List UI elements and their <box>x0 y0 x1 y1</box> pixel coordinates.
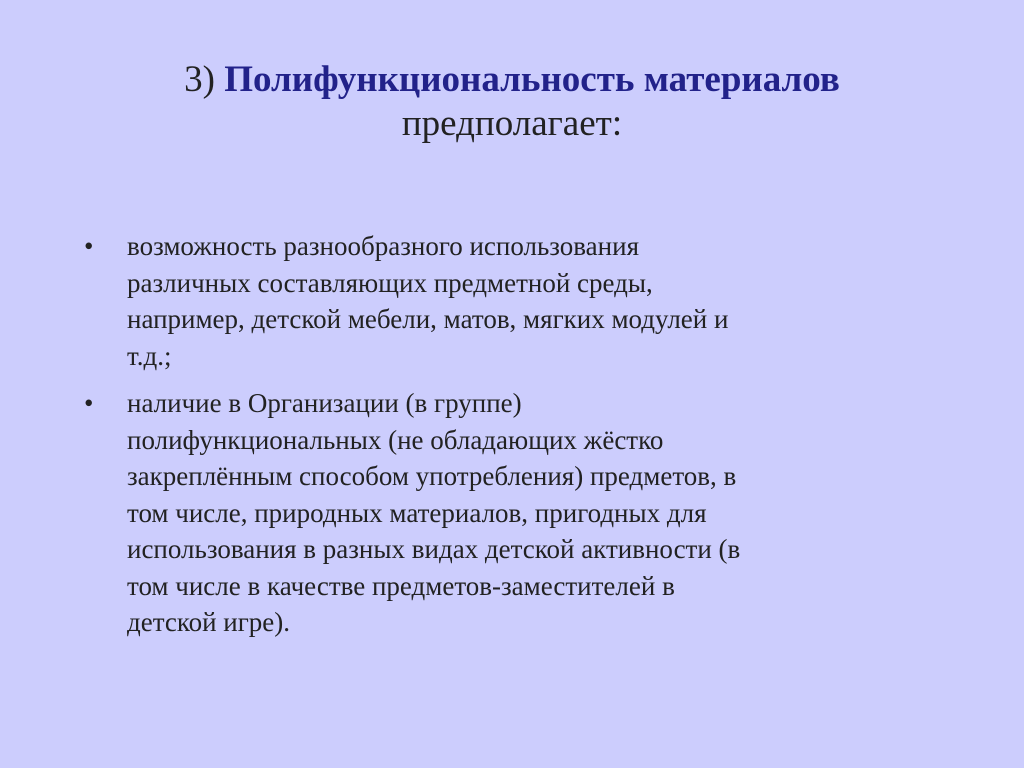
bullet-marker: • <box>84 388 94 418</box>
bullet-list <box>84 228 924 652</box>
bullet-text: возможность разнообразного использования различных составляющих предметной среды, например, детской мебели, матов, мягких модулей и т.д.; <box>127 231 729 371</box>
slide-title <box>60 58 964 146</box>
title-emphasis: Полифункциональность материалов <box>224 59 840 100</box>
list-item <box>84 385 924 641</box>
title-number: 3) <box>184 59 225 100</box>
bullet-text: наличие в Организации (в группе) полифункциональных (не обладающих жёстко закреплённым способом употребления) предметов, в том числе, природных материалов, пригодных для использования в разных видах детской активности (в том числе в качестве предметов-заместителей в детской игре). <box>127 388 741 637</box>
bullet-marker: • <box>84 231 94 261</box>
list-item <box>84 228 924 374</box>
title-continuation: предполагает: <box>401 103 623 144</box>
